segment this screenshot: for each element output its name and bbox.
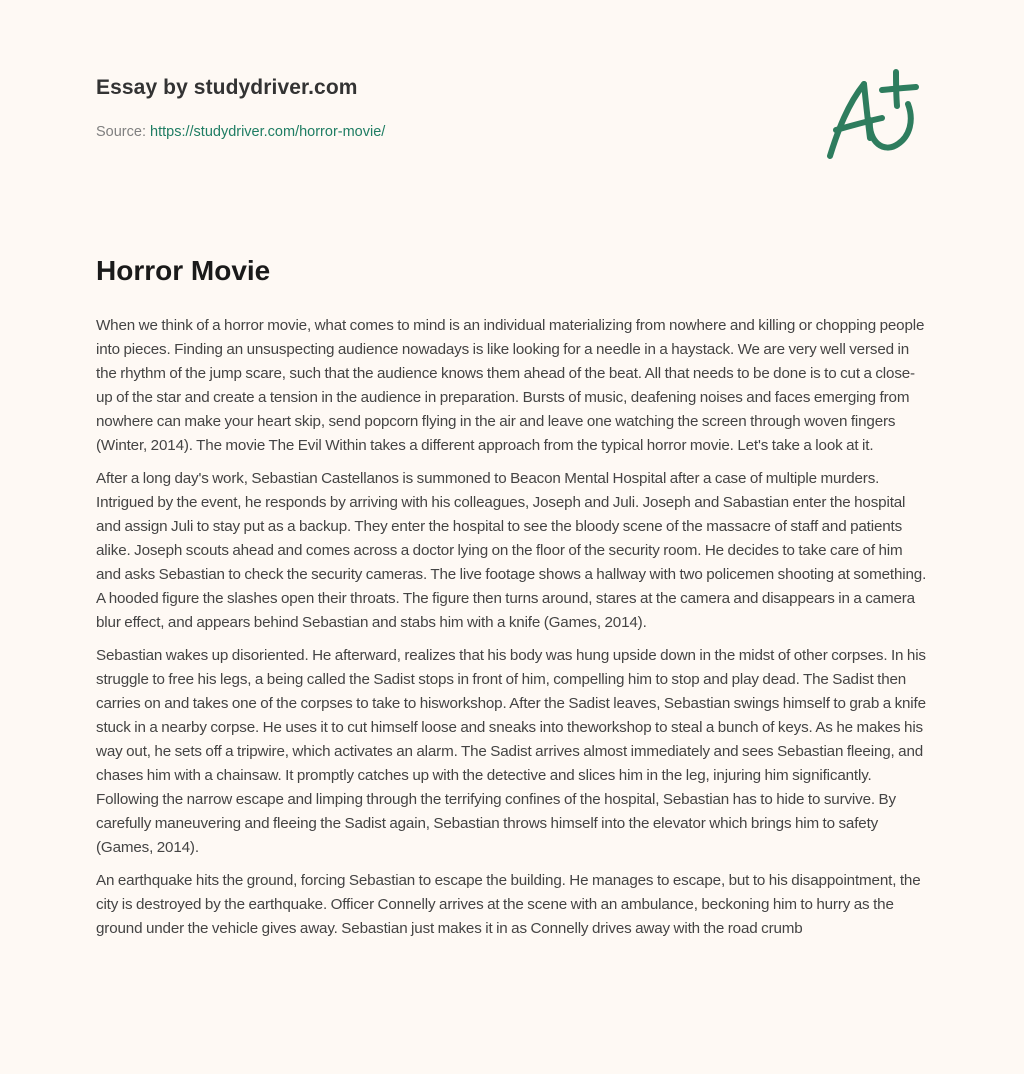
- page-header: [96, 0, 928, 200]
- essay-title: Horror Movie: [96, 255, 271, 286]
- essay-paragraph: After a long day's work, Sebastian Castellanos is summoned to Beacon Mental Hospital after a case of multiple murders. Intrigued by the event, he responds by arriving with his colleagues, Joseph and Juli. Joseph and Sabastian enter the hospital and assign Juli to stay put as a backup. They enter the hospital to see the bloody scene of the massacre of staff and patients alike. Joseph scouts ahead and comes across a doctor lying on the floor of the security room. He decides to take care of him and asks Sebastian to check the security cameras. The live footage shows a hallway with two policemen shooting at something. A hooded figure the slashes open their throats. The figure then turns around, stares at the camera and disappears in a camera blur effect, and appears behind Sebastian and stabs him with a knife (Games, 2014).: [96, 470, 927, 631]
- essay-paragraph: An earthquake hits the ground, forcing Sebastian to escape the building. He manages to escape, but to his disappointment, the city is destroyed by the earthquake. Officer Connelly arrives at the scene with an ambulance, beckoning him to hurry as the ground under the vehicle gives away. Sebastian just makes it in as Connelly drives away with the road crumb: [96, 872, 921, 937]
- essay-paragraph: Sebastian wakes up disoriented. He afterward, realizes that his body was hung upside down in the midst of other corpses. In his struggle to free his legs, a being called the Sadist stops in front of him, compelling him to stop and play dead. The Sadist then carries on and takes one of the corpses to take to hisworkshop. After the Sadist leaves, Sebastian swings himself to grab a knife stuck in a nearby corpse. He uses it to cut himself loose and sneaks into theworkshop to steal a bunch of keys. As he makes his way out, he sets off a tripwire, which activates an alarm. The Sadist arrives almost immediately and sees Sebastian fleeing, and chases him with a chainsaw. It promptly catches up with the detective and slices him in the leg, injuring him significantly. Following the narrow escape and limping through the terrifying confines of the hospital, Sebastian has to hide to survive. By carefully maneuvering and fleeing the Sadist again, Sebastian throws himself into the elevator which brings him to safety (Games, 2014).: [96, 647, 926, 856]
- essay-paragraph: When we think of a horror movie, what comes to mind is an individual materializing from nowhere and killing or chopping people into pieces. Finding an unsuspecting audience nowadays is like looking for a needle in a haystack. We are very well versed in the rhythm of the jump scare, such that the audience knows them ahead of the beat. All that needs to be done is to cut a close-up of the star and create a tension in the audience in preparation. Bursts of music, deafening noises and faces emerging from nowhere can make your heart skip, send popcorn flying in the air and leave one watching the screen through woven fingers (Winter, 2014). The movie The Evil Within takes a different approach from the typical horror movie. Let's take a look at it.: [96, 317, 925, 454]
- source-label: Source:: [96, 124, 146, 140]
- source-link[interactable]: https://studydriver.com/horror-movie/: [150, 124, 386, 140]
- site-title: Essay by studydriver.com: [96, 76, 358, 99]
- source-line: [96, 124, 385, 140]
- essay-body: [96, 314, 928, 950]
- essay-page: [96, 0, 928, 937]
- a-plus-grade-icon: [824, 68, 924, 164]
